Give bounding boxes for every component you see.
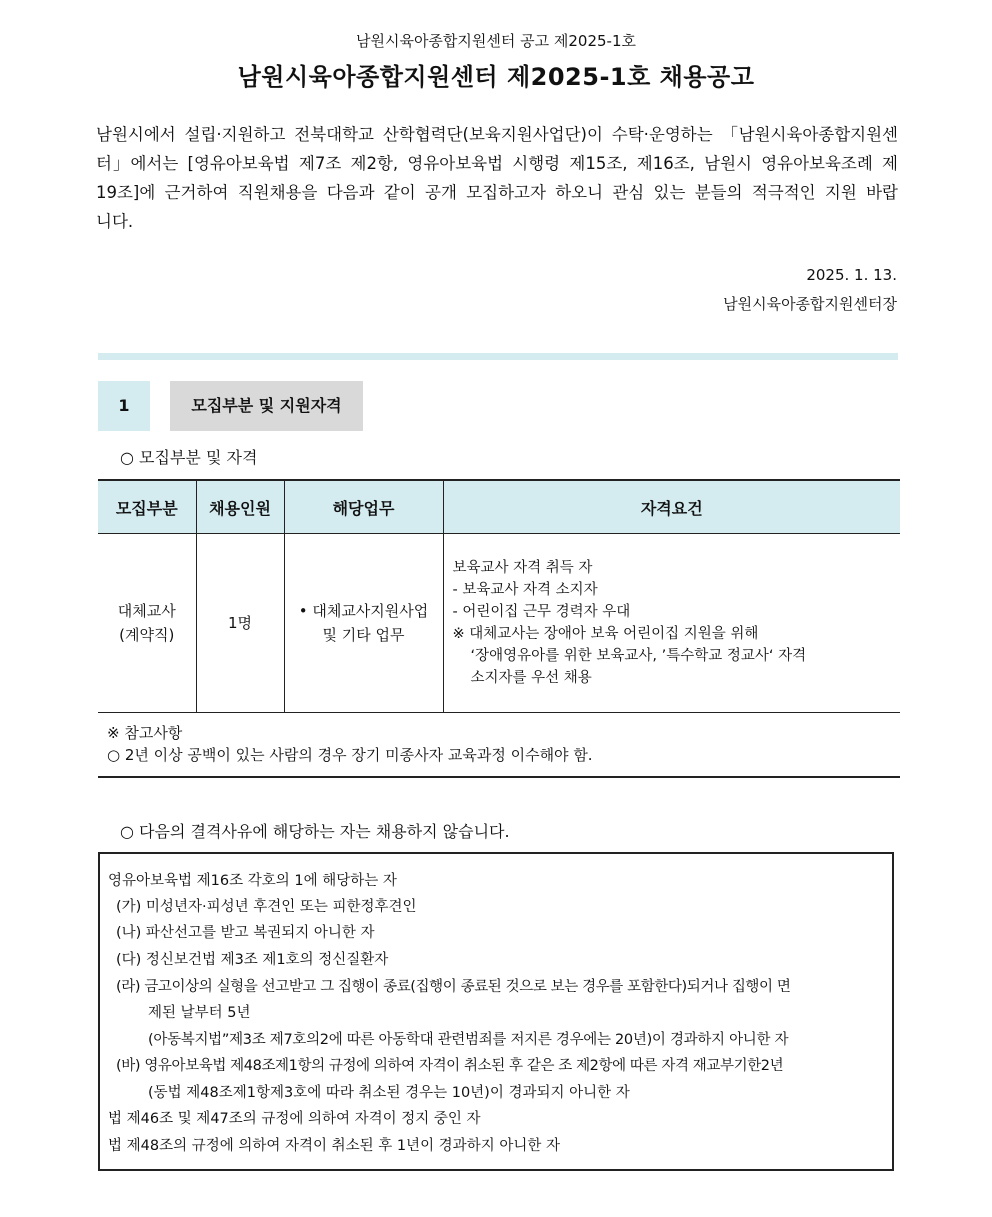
duty-line: • 대체교사지원사업 [298,602,429,620]
cell-count: 1명 [196,534,284,713]
disqualification-line: 법 제48조의 규정에 의하여 자격이 취소된 후 1년이 경과하지 아니한 자 [108,1138,560,1154]
disqualification-heading: ○ 다음의 결격사유에 해당하는 자는 채용하지 않습니다. [120,822,510,841]
table-header-row [98,480,900,534]
requirement-line: ※ 대체교사는 장애아 보육 어린이집 지원을 위해 [452,626,759,642]
signer: 남원시육아종합지원센터장 [723,295,897,313]
requirement-line: - 어린이집 근무 경력자 우대 [452,604,631,620]
requirement-line: 보육교사 자격 취득 자 [452,560,593,576]
cell-requirements [443,534,900,713]
intro-paragraph: 남원시에서 설립·지원하고 전북대학교 산학협력단(보육지원사업단)이 수탁·운영하는 「남원시육아종합지원센터」에서는 [영유아보육법 제7조 제2항, 영유아보육법 시행령 제15조, 제16조, 남원시 영유아보육조례 제19조]에 근거하여 직원채용을 다음과 같이 공개 모집하고자 하오니 관심 있는 분들의 적극적인 지원 바랍니다. [96,125,898,231]
header-position: 모집부분 [98,480,196,534]
disqualification-line: (나) 파산선고를 받고 복권되지 아니한 자 [116,925,375,941]
disqualification-line: (가) 미성년자·피성년 후견인 또는 피한정후견인 [116,899,417,915]
disqualification-line: 법 제46조 및 제47조의 규정에 의하여 자격이 정지 중인 자 [108,1111,481,1127]
section-title: 모집부분 및 지원자격 [170,381,363,431]
disqualification-line: 제된 날부터 5년 [148,1005,251,1021]
header-duty: 해당업무 [284,480,443,534]
requirement-line: - 보육교사 자격 소지자 [452,582,598,598]
disqualification-line: 영유아보육법 제16조 각호의 1에 해당하는 자 [108,873,397,889]
recruitment-table [98,479,900,713]
disqualification-line: (동법 제48조제1항제3호에 따라 취소된 경우는 10년)이 경과되지 아니한 자 [148,1085,630,1101]
cell-duty [284,534,443,713]
section-number: 1 [98,381,150,431]
requirement-line: ‘장애영유아를 위한 보육교사, ’특수학교 정교사‘ 자격 [470,648,807,664]
requirement-line: 소지자를 우선 채용 [470,670,592,686]
disqualification-line: (다) 정신보건법 제3조 제1호의 정신질환자 [116,952,389,968]
position-name: 대체교사 [117,602,176,620]
cell-position [98,534,196,713]
header-requirements: 자격요건 [443,480,900,534]
notice-number: 남원시육아종합지원센터 공고 제2025-1호 [355,32,637,50]
recruit-subheading: ○ 모집부분 및 자격 [120,448,258,467]
notice-date: 2025. 1. 13. [806,266,897,284]
notes-heading: ※ 참고사항 [107,724,183,742]
disqualification-line: (아동복지법”제3조 제7호의2에 따른 아동학대 관련범죄를 저지른 경우에는 20년)이 경과하지 아니한 자 [148,1032,789,1048]
disqualification-line: (바) 영유아보육법 제48조제1항의 규정에 의하여 자격이 취소된 후 같은 조 제2항에 따른 자격 재교부기한2년 [116,1058,784,1074]
table-row [98,534,900,713]
position-type: (계약직) [119,626,175,644]
header-count: 채용인원 [196,480,284,534]
notes-line: ○ 2년 이상 공백이 있는 사람의 경우 장기 미종사자 교육과정 이수해야 함. [107,746,593,764]
disqualification-box [98,852,894,1171]
duty-line: 및 기타 업무 [322,626,405,644]
page-title: 남원시육아종합지원센터 제2025-1호 채용공고 [237,63,755,91]
disqualification-line: (라) 금고이상의 실형을 선고받고 그 집행이 종료(집행이 종료된 것으로 보는 경우를 포함한다)되거나 집행이 면 [116,979,791,995]
section-divider [98,353,898,360]
